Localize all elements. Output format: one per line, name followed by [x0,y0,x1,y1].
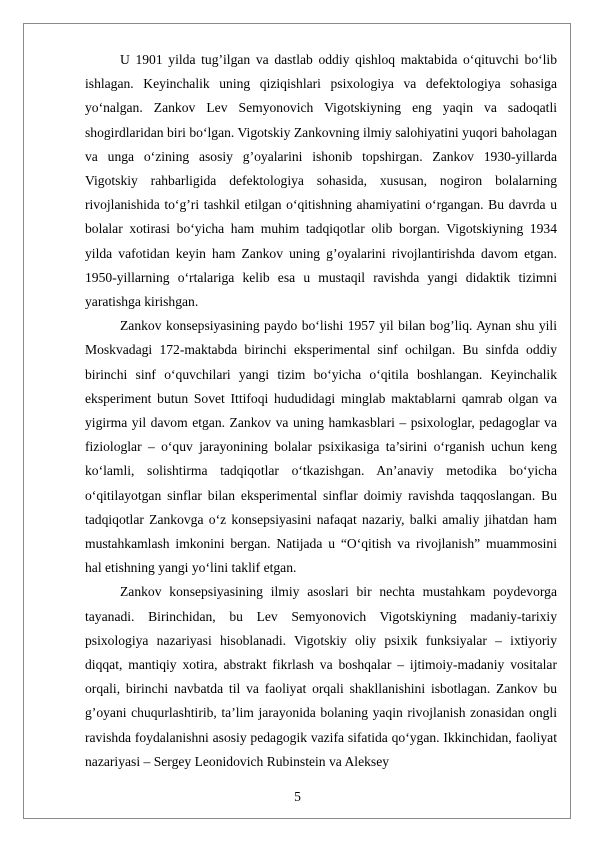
paragraph-3: Zankov konsepsiyasining ilmiy asoslari bir nechta mustahkam poydevorga tayanadi. Birinchidan, bu Lev Semyonovich Vigotskiyning madaniy-tarixiy psixologiya nazariyasi hisoblanadi. Vigotskiy oliy psixik funksiyalar – ixtiyoriy diqqat, mantiqiy xotira, abstrakt fikrlash va boshqalar – ijtimoiy-madaniy vositalar orqali, birinchi navbatda til va faoliyat orqali shakllanishini isbotlagan. Zankov bu g’oyani chuqurlashtirib, ta’lim jarayonida bolaning yaqin rivojlanish zonasidan ongli ravishda foydalanishni asosiy pedagogik vazifa sifatida qo‘ygan. Ikkinchidan, faoliyat nazariyasi – Sergey Leonidovich Rubinstein va Aleksey [85,584,557,769]
document-body [85,48,557,774]
page-number: 5 [294,789,301,804]
paragraph-1: U 1901 yilda tug’ilgan va dastlab oddiy qishloq maktabida o‘qituvchi bo‘lib ishlagan. Keyinchalik uning qiziqishlari psixologiya va defektologiya sohasiga yo‘nalgan. Zankov Lev Semyonovich Vigotskiyning eng yaqin va sadoqatli shogirdlaridan biri bo‘lgan. Vigotskiy Zankovning ilmiy salohiyatini yuqori baholagan va unga o‘zining asosiy g’oyalarini ishonib topshirgan. Zankov 1930-yillarda Vigotskiy rahbarligida defektologiya sohasida, xususan, nogiron bolalarning rivojlanishida to‘g’ri tashkil etilgan o‘qitishning ahamiyatini o‘rgangan. Bu davrda u bolalar xotirasi bo‘yicha ham muhim tadqiqotlar olib borgan. Vigotskiyning 1934 yilda vafotidan keyin ham Zankov uning g’oyalarini rivojlantirishda davom etgan. 1950-yillarning o‘rtalariga kelib esa u mustaqil ravishda yangi didaktik tizimni yaratishga kirishgan. [85,52,557,310]
paragraph-2: Zankov konsepsiyasining paydo bo‘lishi 1957 yil bilan bog’liq. Aynan shu yili Moskvadagi 172-maktabda birinchi eksperimental sinf ochilgan. Bu sinfda oddiy birinchi sinf o‘quvchilari yangi tizim bo‘yicha o‘qitila boshlangan. Keyinchalik eksperiment butun Sovet Ittifoqi hududidagi minglab maktablarni qamrab olgan va yigirma yil davom etgan. Zankov va uning hamkasblari – psixologlar, pedagoglar va fiziologlar – o‘quv jarayonining bolalar psixikasiga ta’sirini o‘rganish uchun keng ko‘lamli, solishtirma tadqiqotlar o‘tkazishgan. An’anaviy metodika bo‘yicha o‘qitilayotgan sinflar bilan eksperimental sinflar doimiy ravishda taqqoslangan. Bu tadqiqotlar Zankovga o‘z konsepsiyasini nafaqat nazariy, balki amaliy jihatdan ham mustahkamlash imkonini bergan. Natijada u “O‘qitish va rivojlanish” muammosini hal etishning yangi yo‘lini taklif etgan. [85,318,557,576]
